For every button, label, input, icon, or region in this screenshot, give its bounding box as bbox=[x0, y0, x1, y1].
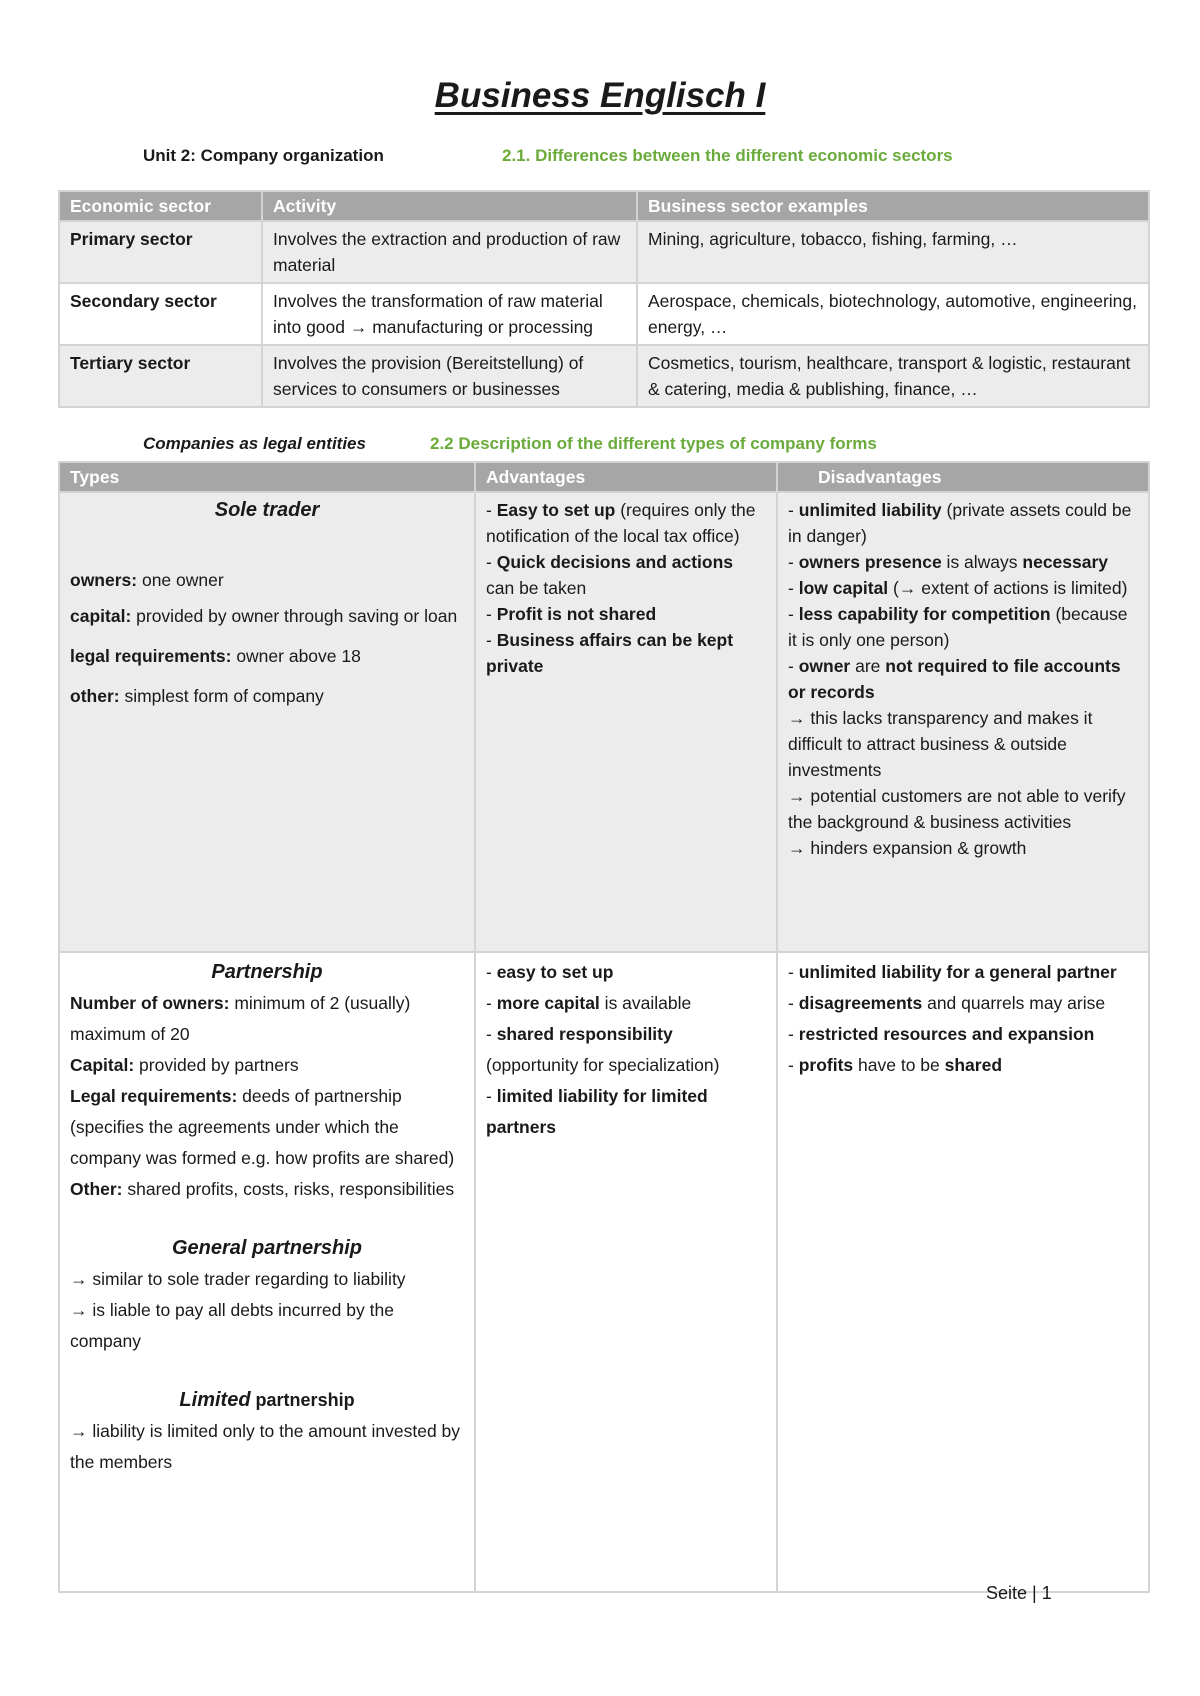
bold-text: limited liability for limited partners bbox=[486, 1086, 708, 1137]
bold-text: owner bbox=[798, 656, 851, 676]
title-italic: Limited bbox=[179, 1389, 251, 1411]
table-row bbox=[59, 221, 1149, 283]
label: Number of owners: bbox=[70, 993, 230, 1013]
sole-trader-disadvantages-cell bbox=[777, 492, 1149, 952]
label: Legal requirements: bbox=[70, 1086, 238, 1106]
table-row-sole-trader bbox=[59, 492, 1149, 952]
list-item: - shared responsibility (opportunity for specialization) bbox=[486, 1024, 720, 1075]
value: owner above 18 bbox=[231, 646, 361, 666]
list-item: - disagreements and quarrels may arise bbox=[788, 993, 1106, 1013]
bold-text: easy to set up bbox=[496, 962, 614, 982]
section2-line bbox=[0, 434, 1200, 458]
text: (→ extent of actions is limited) bbox=[888, 578, 1128, 598]
sector-cell bbox=[59, 345, 262, 407]
header-examples: Business sector examples bbox=[637, 191, 1149, 221]
label: capital: bbox=[70, 606, 132, 626]
text: is available bbox=[599, 993, 692, 1013]
value: provided by owner through saving or loan bbox=[131, 606, 458, 626]
examples-cell: Aerospace, chemicals, biotechnology, automotive, engineering, energy, … bbox=[637, 283, 1149, 345]
sole-capital bbox=[70, 596, 464, 636]
list-item: - unlimited liability (private assets could be in danger) bbox=[788, 500, 1132, 546]
list-item: - limited liability for limited partners bbox=[486, 1086, 708, 1137]
sector-name: Secondary sector bbox=[70, 291, 217, 311]
bold-text: less capability for competition bbox=[798, 604, 1051, 624]
activity-cell: Involves the provision (Bereitstellung) of services to consumers or businesses bbox=[262, 345, 637, 407]
bold-text: necessary bbox=[1022, 552, 1109, 572]
text: (requires only the notification of the local tax office) bbox=[486, 500, 756, 546]
label: legal requirements: bbox=[70, 646, 232, 666]
text: can be taken bbox=[486, 578, 587, 598]
value: simplest form of company bbox=[119, 686, 324, 706]
activity-cell: Involves the extraction and production of raw material bbox=[262, 221, 637, 283]
sector-name: Primary sector bbox=[70, 229, 193, 249]
arrow-item: → liability is limited only to the amount invested by the members bbox=[70, 1421, 461, 1472]
section2-heading: 2.2 Description of the different types of company forms bbox=[430, 434, 877, 453]
bold-text: profits bbox=[798, 1055, 854, 1075]
list-item: - Profit is not shared bbox=[486, 604, 657, 624]
text: (private assets could be in danger) bbox=[788, 500, 1132, 546]
value: shared profits, costs, risks, responsibilities bbox=[122, 1179, 455, 1199]
bold-text: Quick decisions and actions bbox=[496, 552, 734, 572]
activity-cell: Involves the transformation of raw material into good → manufacturing or processing bbox=[262, 283, 637, 345]
examples-cell: Mining, agriculture, tobacco, fishing, farming, … bbox=[637, 221, 1149, 283]
header-economic-sector: Economic sector bbox=[59, 191, 262, 221]
bold-text: unlimited liability bbox=[798, 500, 942, 520]
partnership-title: Partnership bbox=[211, 961, 323, 983]
table-row-partnership bbox=[59, 952, 1149, 1592]
bold-text: restricted resources and expansion bbox=[798, 1024, 1095, 1044]
partnership-owners bbox=[70, 988, 464, 1050]
examples-cell: Cosmetics, tourism, healthcare, transport & logistic, restaurant & catering, media & publishing, finance, … bbox=[637, 345, 1149, 407]
list-item: - easy to set up bbox=[486, 962, 614, 982]
list-item: - less capability for competition (because it is only one person) bbox=[788, 604, 1128, 650]
bold-text: shared bbox=[944, 1055, 1003, 1075]
page-number: Seite | 1 bbox=[986, 1583, 1052, 1603]
label: other: bbox=[70, 686, 120, 706]
header-disadvantages: Disadvantages bbox=[777, 462, 1149, 492]
list-item: - owner are not required to file accounts or records bbox=[788, 656, 1121, 702]
list-item: - Quick decisions and actions can be taken bbox=[486, 552, 734, 598]
text: (opportunity for specialization) bbox=[486, 1055, 720, 1075]
general-partnership-title: General partnership bbox=[171, 1237, 363, 1259]
bold-text: Business affairs can be kept private bbox=[486, 630, 734, 676]
arrow-item: → this lacks transparency and makes it difficult to attract business & outside investments bbox=[788, 708, 1093, 780]
bold-text: low capital bbox=[798, 578, 889, 598]
list-item: - unlimited liability for a general partner bbox=[788, 962, 1117, 982]
economic-sectors-table bbox=[58, 190, 1150, 408]
list-item: - profits have to be shared bbox=[788, 1055, 1003, 1075]
sole-trader-advantages-cell bbox=[475, 492, 777, 952]
value: one owner bbox=[137, 570, 224, 590]
partnership-legal bbox=[70, 1081, 464, 1174]
label: Other: bbox=[70, 1179, 123, 1199]
header-activity: Activity bbox=[262, 191, 637, 221]
text: (because it is only one person) bbox=[788, 604, 1128, 650]
arrow-item: → is liable to pay all debts incurred by the company bbox=[70, 1300, 394, 1351]
text: is always bbox=[941, 552, 1023, 572]
sole-trader-title: Sole trader bbox=[214, 499, 320, 521]
section1-heading: 2.1. Differences between the different economic sectors bbox=[502, 146, 953, 165]
company-forms-table bbox=[58, 461, 1150, 1593]
bold-text: owners presence bbox=[798, 552, 942, 572]
legal-entities-heading: Companies as legal entities bbox=[143, 434, 366, 453]
text: are bbox=[850, 656, 886, 676]
list-item: - more capital is available bbox=[486, 993, 692, 1013]
partnership-other bbox=[70, 1174, 464, 1205]
list-item: - restricted resources and expansion bbox=[788, 1024, 1095, 1044]
sole-other bbox=[70, 676, 464, 716]
list-item: - owners presence is always necessary bbox=[788, 552, 1109, 572]
table-header-row bbox=[59, 191, 1149, 221]
arrow-item: → potential customers are not able to verify the background & business activities bbox=[788, 786, 1126, 832]
unit-line bbox=[0, 146, 1200, 170]
bold-text: Profit is not shared bbox=[496, 604, 657, 624]
partnership-advantages-cell bbox=[475, 952, 777, 1592]
label: owners: bbox=[70, 570, 138, 590]
table-row bbox=[59, 345, 1149, 407]
value: minimum of 2 (usually) maximum of 20 bbox=[70, 993, 411, 1044]
value: deeds of partnership (specifies the agreements under which the company was formed e.g. how profits are shared) bbox=[70, 1086, 455, 1168]
value: provided by partners bbox=[134, 1055, 299, 1075]
sole-legal bbox=[70, 636, 464, 676]
sector-name: Tertiary sector bbox=[70, 353, 191, 373]
text: and quarrels may arise bbox=[922, 993, 1106, 1013]
header-types: Types bbox=[59, 462, 475, 492]
sole-owners bbox=[70, 565, 464, 596]
header-advantages: Advantages bbox=[475, 462, 777, 492]
bold-text: Easy to set up bbox=[496, 500, 616, 520]
arrow-item: → hinders expansion & growth bbox=[788, 838, 1027, 858]
list-item: - Easy to set up (requires only the notification of the local tax office) bbox=[486, 500, 756, 546]
sector-cell bbox=[59, 221, 262, 283]
document-title: Business Englisch I bbox=[434, 76, 766, 115]
partnership-type-cell bbox=[59, 952, 475, 1592]
limited-partnership-title bbox=[70, 1385, 464, 1416]
bold-text: not required to file accounts or records bbox=[788, 656, 1121, 702]
sole-trader-type-cell bbox=[59, 492, 475, 952]
sector-cell bbox=[59, 283, 262, 345]
bold-text: more capital bbox=[496, 993, 600, 1013]
bold-text: unlimited liability for a general partner bbox=[798, 962, 1117, 982]
bold-text: shared responsibility bbox=[496, 1024, 673, 1044]
arrow-item: → similar to sole trader regarding to liability bbox=[70, 1269, 406, 1289]
table-header-row bbox=[59, 462, 1149, 492]
list-item: - low capital (→ extent of actions is limited) bbox=[788, 578, 1128, 598]
bold-text: disagreements bbox=[798, 993, 923, 1013]
partnership-disadvantages-cell bbox=[777, 952, 1149, 1592]
list-item: - Business affairs can be kept private bbox=[486, 630, 734, 676]
text: have to be bbox=[853, 1055, 945, 1075]
label: Capital: bbox=[70, 1055, 135, 1075]
title-rest: partnership bbox=[250, 1390, 355, 1410]
partnership-capital bbox=[70, 1050, 464, 1081]
table-row bbox=[59, 283, 1149, 345]
unit-heading: Unit 2: Company organization bbox=[143, 146, 384, 165]
